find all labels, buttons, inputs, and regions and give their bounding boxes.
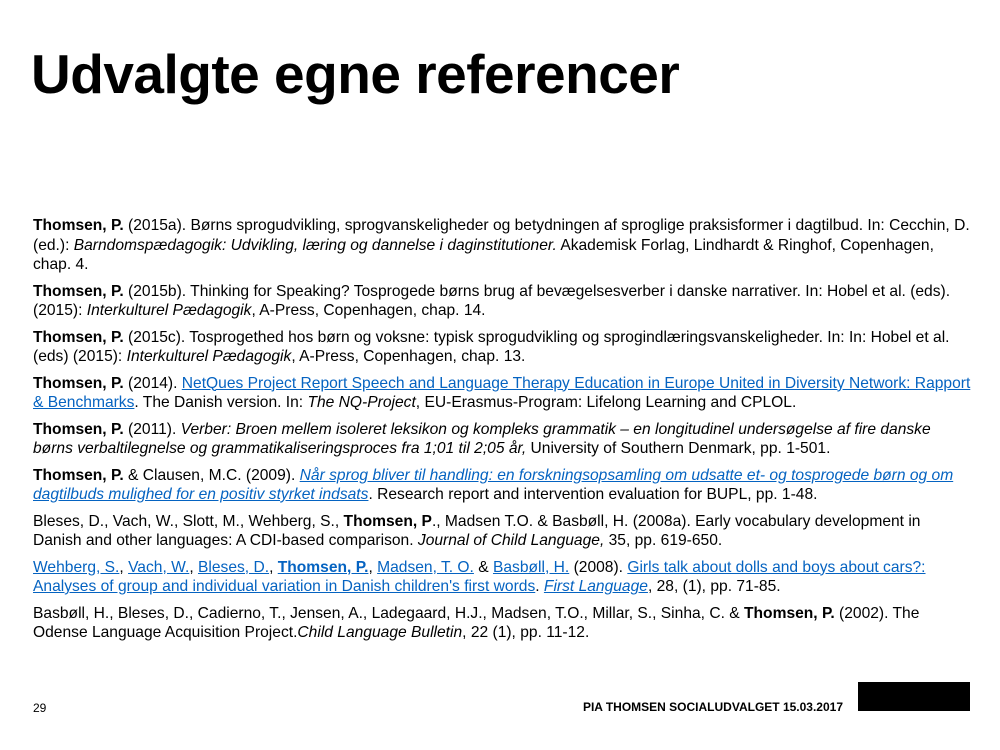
reference-text: . Research report and intervention evaluation for BUPL, pp. 1-48.: [368, 486, 818, 503]
reference-item: [33, 512, 973, 551]
reference-text: (2002). The Odense Language Acquisition Project.: [33, 604, 920, 641]
author-name: Thomsen, P.: [744, 604, 835, 622]
reference-book-title: Interkulturel Pædagogik: [86, 302, 252, 319]
reference-text: .: [535, 578, 544, 595]
reference-text: (2014).: [123, 374, 182, 392]
reference-text: (2008).: [569, 558, 628, 576]
separator: ,: [368, 558, 378, 576]
reference-text: . The Danish version. In:: [134, 394, 308, 411]
reference-text: University of Southern Denmark, pp. 1-501.: [526, 440, 831, 457]
reference-text: , A-Press, Copenhagen, chap. 14.: [251, 302, 486, 319]
article-link[interactable]: Girls talk about dolls and boys about cars?: Analyses of group and individual variation in Danish children's first words: [33, 558, 926, 595]
author-name: Thomsen, P.: [33, 466, 124, 484]
separator: &: [473, 558, 493, 576]
reference-item: [33, 604, 973, 643]
reference-item: [33, 328, 973, 367]
reference-text: , A-Press, Copenhagen, chap. 13.: [291, 348, 526, 365]
reference-text: & Clausen, M.C. (2009).: [123, 466, 300, 484]
author-name: Thomsen, P.: [33, 420, 124, 438]
reference-book-title: The NQ-Project: [307, 394, 416, 411]
author-link-madsen[interactable]: Madsen, T. O.: [377, 558, 474, 576]
slide-title: Udvalgte egne referencer: [31, 43, 680, 105]
reference-text: Bleses, D., Vach, W., Slott, M., Wehberg, S.,: [33, 512, 344, 530]
author-name: Thomsen, P.: [33, 374, 124, 392]
page-number: 29: [33, 701, 47, 715]
separator: ,: [269, 558, 278, 576]
reference-book-title: Barndomspædagogik: Udvikling, læring og dannelse i daginstitutioner.: [73, 236, 557, 254]
reference-item: [33, 374, 973, 413]
reference-item: [33, 466, 973, 505]
logo-block: [858, 682, 970, 711]
journal-title: Journal of Child Language,: [417, 532, 605, 549]
reference-text: (2011).: [123, 420, 181, 438]
author-link-basboll[interactable]: Basbøll, H.: [492, 558, 570, 576]
reference-item: [33, 420, 973, 459]
reference-text: ., Madsen T.O. & Basbøll, H. (2008a). Early vocabulary development in Danish and other languages: A CDI-based comparison.: [33, 512, 921, 549]
reference-item: [33, 216, 973, 275]
reference-text: (2015c). Tosprogethed hos børn og voksne: typisk sprogudvikling og sprogindlæringsvanskeligheder. In: In: Hobel et al. (eds) (2015):: [33, 328, 950, 365]
author-link-bleses[interactable]: Bleses, D.: [197, 558, 270, 576]
reference-book-title: Verber: Broen mellem isoleret leksikon og kompleks grammatik – en longitudinel undersøgelse af fire danske børns verbaltilegnelse og grammatikaliseringsproces fra 1;01 til 2;05 år,: [33, 420, 931, 457]
separator: ,: [189, 558, 198, 576]
author-link-vach[interactable]: Vach, W.: [128, 558, 190, 576]
reference-text: (2015b). Thinking for Speaking? Tosprogede børns brug af bevægelsesverber i danske narrativer. In: Hobel et al. (eds). (2015):: [33, 282, 951, 319]
reference-text: Basbøll, H., Bleses, D., Cadierno, T., Jensen, A., Ladegaard, H.J., Madsen, T.O., Millar, S., Sinha, C. &: [33, 604, 744, 622]
author-name: Thomsen, P.: [33, 328, 124, 346]
author-name: Thomsen, P.: [33, 217, 124, 234]
author-name: Thomsen, P.: [33, 282, 124, 300]
netques-report-link[interactable]: NetQues Project Report Speech and Language Therapy Education in Europe United in Diversity Network: Rapport & Benchmarks: [33, 374, 971, 411]
separator: ,: [119, 558, 129, 576]
footer-text: PIA THOMSEN SOCIALUDVALGET 15.03.2017: [582, 700, 843, 714]
author-link-wehberg[interactable]: Wehberg, S.: [33, 558, 120, 576]
reference-item: [33, 558, 973, 597]
reference-text: , 22 (1), pp. 11-12.: [462, 624, 590, 641]
reference-text: (2015a). Børns sprogudvikling, sprogvanskeligheder og betydningen af sproglige praksisformer i dagtilbud. In: Cecchin, D. (ed.):: [33, 217, 970, 254]
reference-item: [33, 282, 973, 321]
reference-text: , EU-Erasmus-Program: Lifelong Learning and CPLOL.: [415, 394, 797, 411]
author-name: Thomsen, P: [343, 512, 432, 530]
reference-list: [33, 216, 973, 650]
reference-text: , 28, (1), pp. 71-85.: [647, 578, 781, 595]
reference-text: Akademisk Forlag, Lindhardt & Ringhof, Copenhagen, chap. 4.: [33, 236, 934, 273]
journal-title: Child Language Bulletin: [297, 624, 463, 641]
research-report-link[interactable]: Når sprog bliver til handling: en forskningsopsamling om udsatte et- og tosprogede børn og om dagtilbuds mulighed for en positiv styrket indsats: [33, 466, 954, 503]
author-link-thomsen[interactable]: Thomsen, P.: [277, 558, 369, 576]
reference-book-title: Interkulturel Pædagogik: [126, 348, 292, 365]
journal-link[interactable]: First Language: [543, 578, 648, 595]
reference-text: 35, pp. 619-650.: [604, 532, 723, 549]
